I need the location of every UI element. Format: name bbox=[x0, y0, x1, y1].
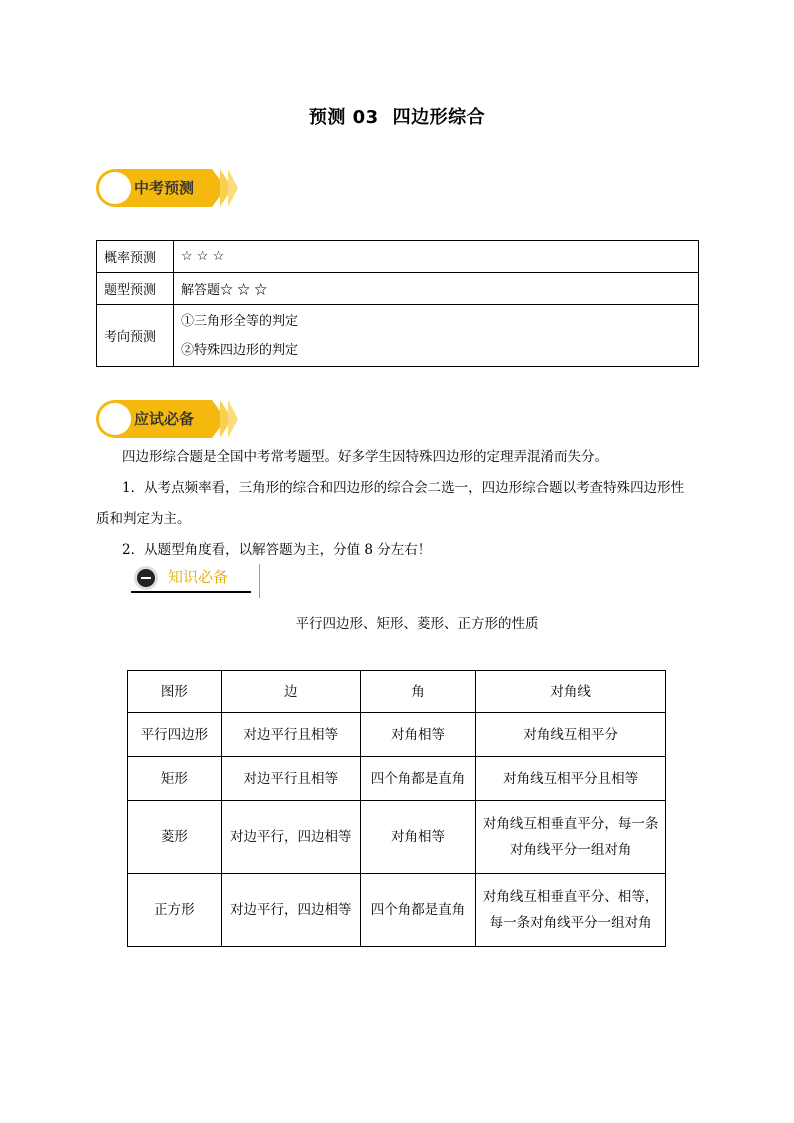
circle-icon bbox=[99, 172, 131, 204]
cell-angles: 对角相等 bbox=[360, 801, 476, 874]
page-title bbox=[0, 103, 794, 129]
row-key: 考向预测 bbox=[97, 305, 174, 367]
cell-line: 对角线互相垂直平分，每一条 bbox=[482, 816, 659, 832]
cell-shape: 菱形 bbox=[128, 801, 222, 874]
cell-diagonals bbox=[476, 874, 666, 947]
cell-angles: 四个角都是直角 bbox=[360, 757, 476, 801]
row-key: 题型预测 bbox=[97, 273, 174, 305]
cell-diagonals: 对角线互相平分 bbox=[476, 713, 666, 757]
table-row bbox=[128, 713, 666, 757]
banner-exam-prediction bbox=[96, 169, 246, 207]
properties-table bbox=[127, 670, 666, 947]
row-value: 解答题☆ ☆ ☆ bbox=[174, 273, 699, 305]
title-number: 预测 03 bbox=[308, 107, 379, 128]
row-value: ☆ ☆ ☆ bbox=[174, 241, 699, 273]
point-2: 2．从题型角度看，以解答题为主，分值 8 分左右！ bbox=[122, 542, 432, 558]
cell-sides: 对边平行且相等 bbox=[221, 757, 360, 801]
row-value bbox=[174, 305, 699, 367]
banner-label: 应试必备 bbox=[134, 410, 195, 428]
table-row bbox=[97, 241, 699, 273]
cell-sides: 对边平行且相等 bbox=[221, 713, 360, 757]
banner-label: 中考预测 bbox=[134, 179, 195, 197]
point-1-line-2: 质和判定为主。 bbox=[96, 511, 191, 527]
knowledge-label: 知识必备 bbox=[168, 568, 229, 586]
cell-sides: 对边平行，四边相等 bbox=[221, 874, 360, 947]
knowledge-heading bbox=[123, 564, 261, 598]
cell-diagonals: 对角线互相平分且相等 bbox=[476, 757, 666, 801]
header-cell: 角 bbox=[360, 671, 476, 713]
table-row bbox=[97, 273, 699, 305]
table-row bbox=[97, 305, 699, 367]
cell-sides: 对边平行，四边相等 bbox=[221, 801, 360, 874]
cell-line: 对角线互相垂直平分、相等， bbox=[482, 889, 659, 905]
list-item: ①三角形全等的判定 bbox=[181, 313, 299, 329]
point-1-line-1: 1．从考点频率看，三角形的综合和四边形的综合会二选一，四边形综合题以考查特殊四边形性 bbox=[122, 480, 685, 496]
header-cell: 边 bbox=[221, 671, 360, 713]
intro-paragraph: 四边形综合题是全国中考常考题型。好多学生因特殊四边形的定理弄混淆而失分。 bbox=[122, 449, 608, 465]
table-caption: 平行四边形、矩形、菱形、正方形的性质 bbox=[295, 616, 539, 632]
banner-exam-prep bbox=[96, 400, 246, 438]
table-row bbox=[128, 874, 666, 947]
table-row bbox=[128, 801, 666, 874]
cell-diagonals bbox=[476, 801, 666, 874]
cell-line: 对角线平分一组对角 bbox=[509, 842, 632, 858]
header-cell: 图形 bbox=[128, 671, 222, 713]
minus-circle-icon bbox=[137, 569, 155, 587]
table-header-row bbox=[128, 671, 666, 713]
prediction-table bbox=[96, 240, 699, 367]
header-cell: 对角线 bbox=[476, 671, 666, 713]
list-item: ②特殊四边形的判定 bbox=[181, 342, 299, 358]
cell-angles: 四个角都是直角 bbox=[360, 874, 476, 947]
row-key: 概率预测 bbox=[97, 241, 174, 273]
cell-angles: 对角相等 bbox=[360, 713, 476, 757]
cell-shape: 矩形 bbox=[128, 757, 222, 801]
cell-shape: 正方形 bbox=[128, 874, 222, 947]
cell-line: 每一条对角线平分一组对角 bbox=[489, 915, 652, 931]
table-row bbox=[128, 757, 666, 801]
title-topic: 四边形综合 bbox=[392, 107, 486, 128]
cell-shape: 平行四边形 bbox=[128, 713, 222, 757]
circle-icon bbox=[99, 403, 131, 435]
